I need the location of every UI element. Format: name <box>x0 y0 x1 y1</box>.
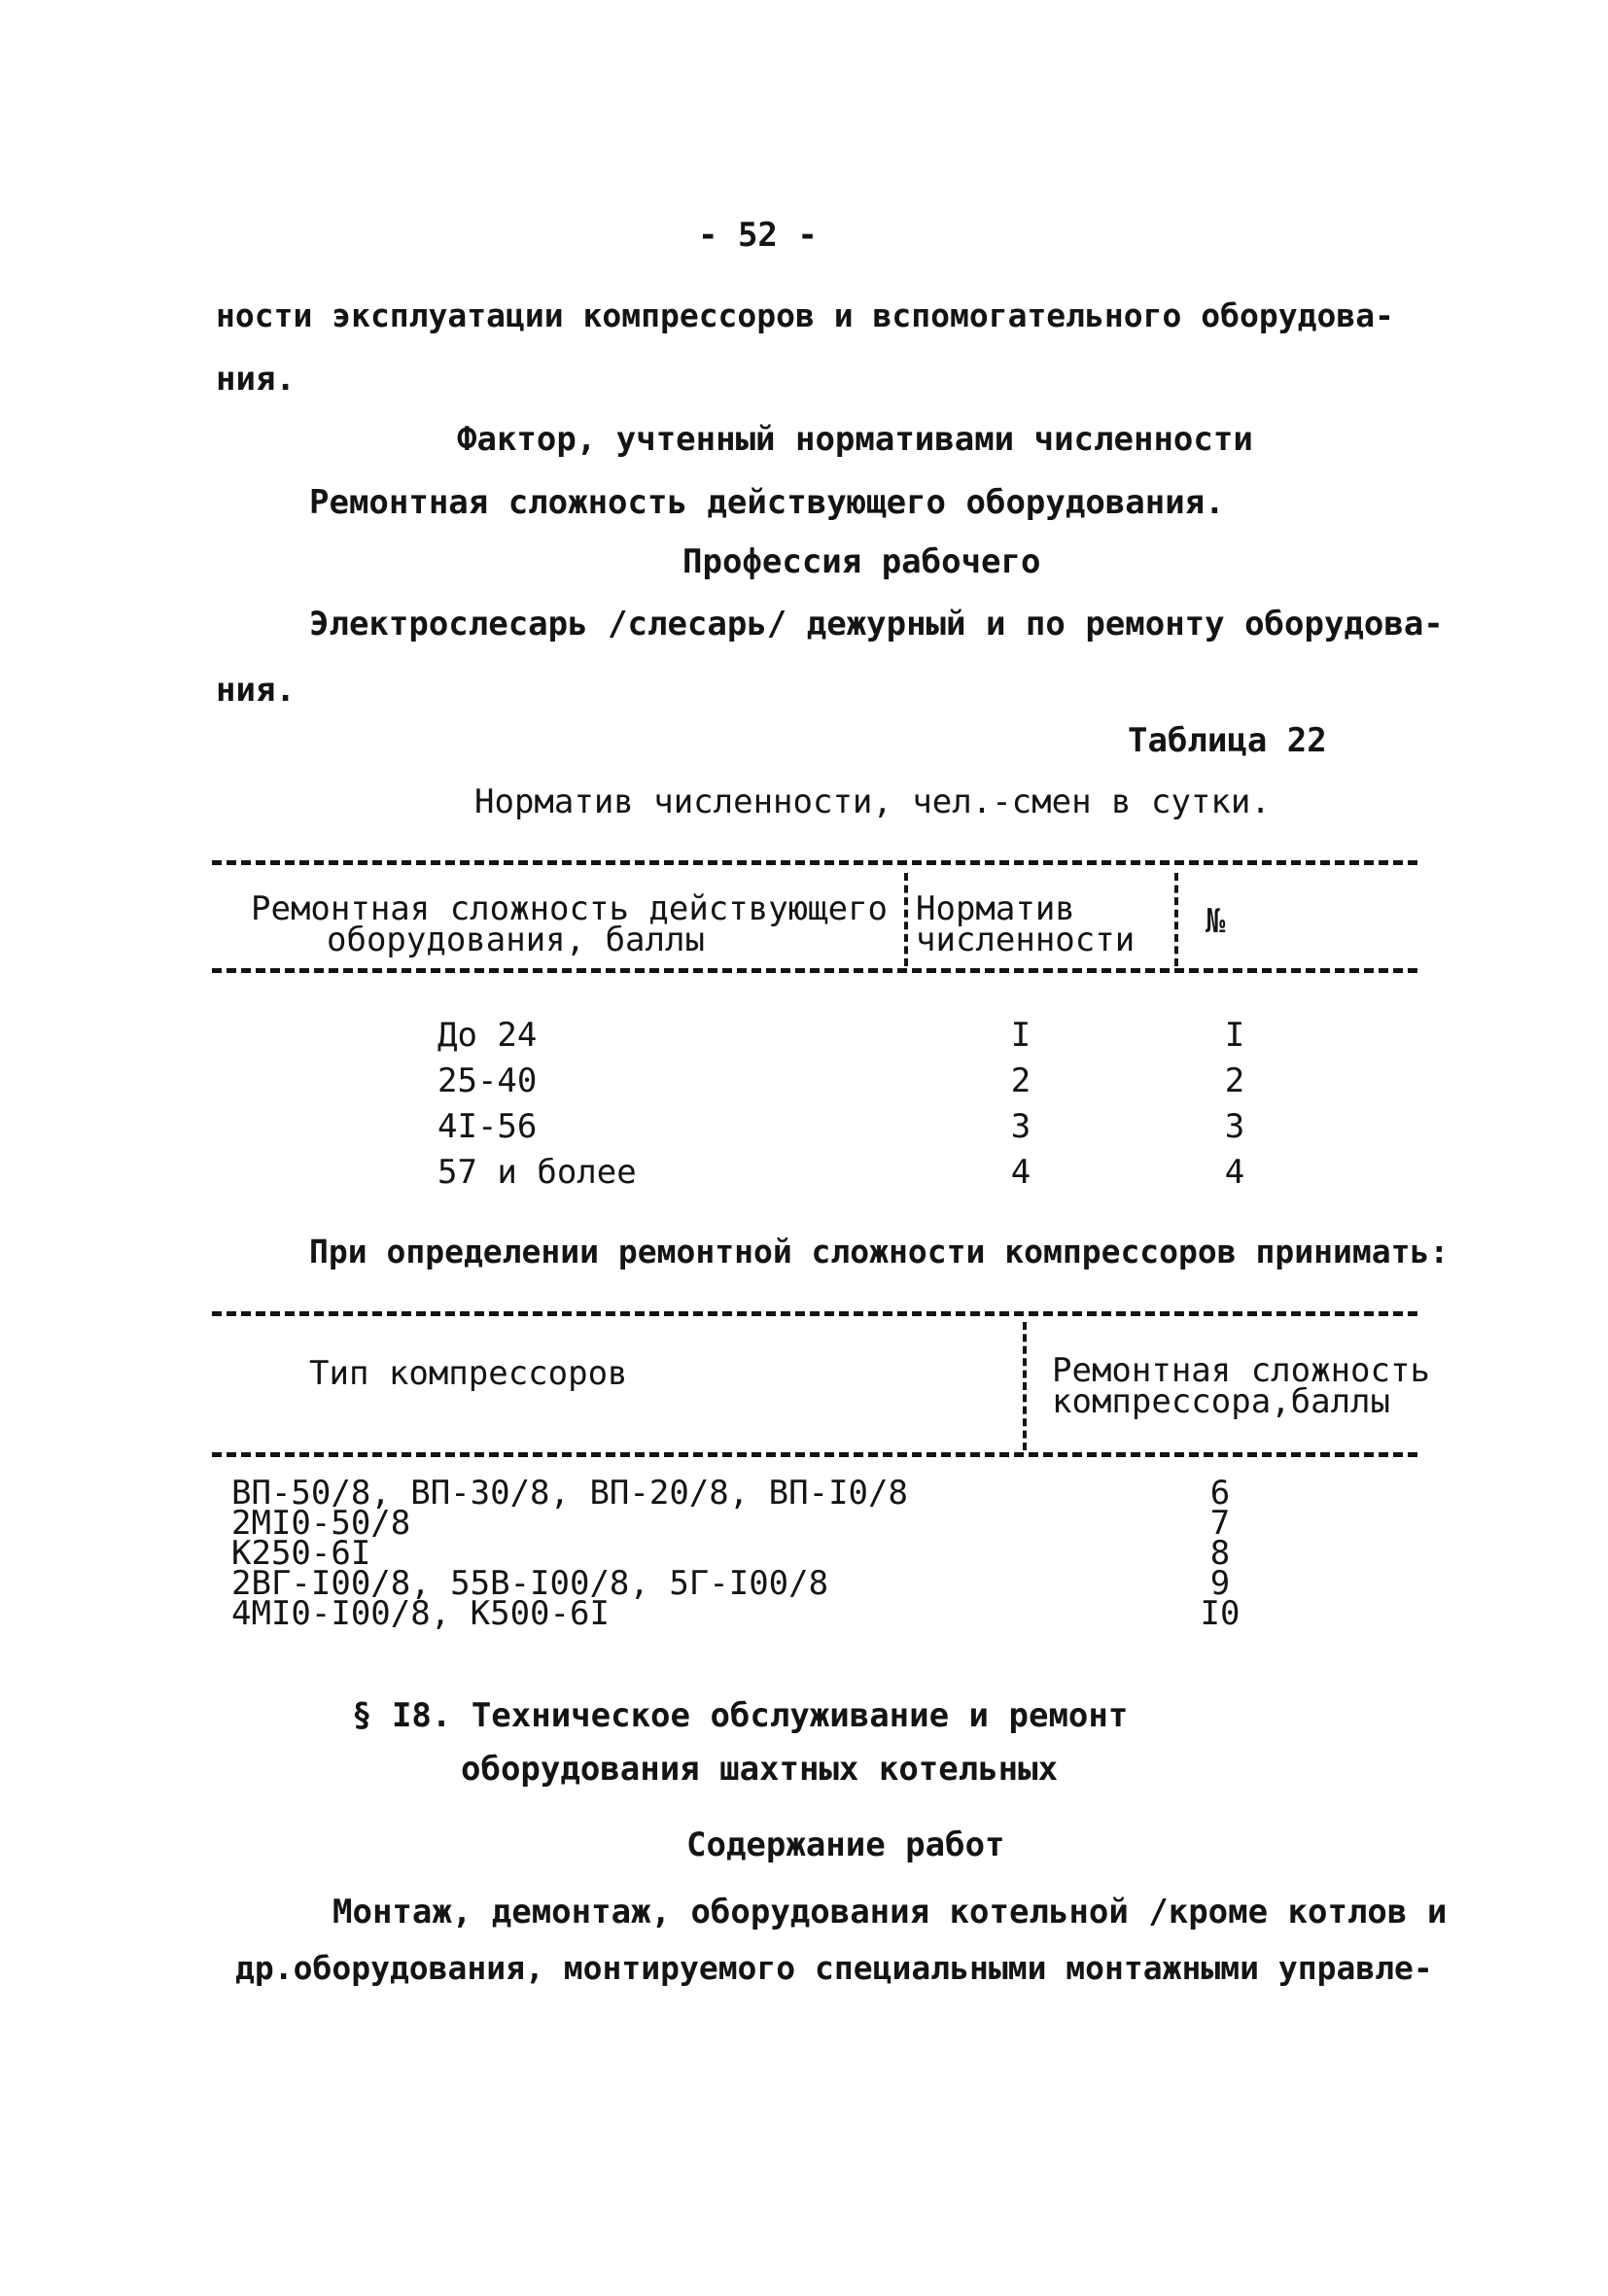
table-cell-score: 7 <box>1209 1504 1231 1543</box>
intro-line-1: ности эксплуатации компрессоров и вспомогательного оборудова- <box>216 296 1394 334</box>
table-cell-norm: 3 <box>1010 1107 1031 1146</box>
compressor-table-divider <box>1023 1322 1027 1450</box>
table-row: 4МI0-I00/8, К500-6I <box>231 1594 610 1633</box>
table-row: К250-6I <box>231 1534 371 1573</box>
compressor-table-header-col2-line2: компрессора,баллы <box>1052 1382 1390 1421</box>
profession-line-1: Электрослесарь /слесарь/ дежурный и по ремонту оборудова- <box>309 605 1444 644</box>
section-18-title-line-1: § I8. Техническое обслуживание и ремонт <box>352 1696 1129 1735</box>
table-22-divider-2 <box>1174 873 1178 966</box>
compressor-table-top-rule <box>212 1311 1417 1316</box>
table-cell-num: 2 <box>1224 1061 1245 1100</box>
table-22-label: Таблица 22 <box>1128 721 1327 760</box>
factor-heading: Фактор, учтенный нормативами численности <box>457 420 1253 459</box>
compressor-table-header-col2-line1: Ремонтная сложность <box>1052 1351 1430 1390</box>
table-22-header-col3: № <box>1206 902 1226 941</box>
table-22-header-col1-line1: Ремонтная сложность действующего <box>251 889 889 928</box>
table-22-header-col2-line2: численности <box>916 921 1136 959</box>
compressor-intro: При определении ремонтной сложности компрессоров принимать: <box>309 1233 1450 1270</box>
section-18-title-line-2: оборудования шахтных котельных <box>461 1750 1059 1789</box>
table-cell-num: 4 <box>1224 1153 1245 1192</box>
table-row: 2ВГ-I00/8, 55В-I00/8, 5Г-I00/8 <box>231 1564 829 1603</box>
table-22-header-rule <box>212 968 1417 973</box>
profession-line-2: ния. <box>216 671 296 710</box>
table-cell-score: 8 <box>1209 1534 1231 1573</box>
table-cell-score: 6 <box>1209 1474 1231 1513</box>
compressor-table-header-rule <box>212 1452 1417 1457</box>
page-number: - 52 - <box>698 216 818 255</box>
table-22-caption: Норматив численности, чел.-смен в сутки. <box>474 783 1271 821</box>
table-row: 2МI0-50/8 <box>231 1504 411 1543</box>
table-row: ВП-50/8, ВП-30/8, ВП-20/8, ВП-I0/8 <box>231 1474 908 1513</box>
section-18-text-line-2: др.оборудования, монтируемого специальными монтажными управле- <box>235 1949 1433 1987</box>
factor-value: Ремонтная сложность действующего оборудования. <box>309 483 1225 522</box>
table-22-header-col1-line2: оборудования, баллы <box>327 921 705 959</box>
table-row: 4I-56 <box>437 1107 538 1146</box>
table-row: 57 и более <box>437 1153 637 1192</box>
table-cell-num: 3 <box>1224 1107 1245 1146</box>
table-cell-score: I0 <box>1200 1594 1241 1633</box>
table-22-header-col2-line1: Норматив <box>916 889 1075 928</box>
table-row: 25-40 <box>437 1061 538 1100</box>
table-cell-norm: 4 <box>1010 1153 1031 1192</box>
intro-line-2: ния. <box>216 360 296 399</box>
table-22-top-rule <box>212 860 1417 865</box>
compressor-table-header-col1: Тип компрессоров <box>309 1354 628 1393</box>
table-cell-score: 9 <box>1209 1564 1231 1603</box>
section-18-text-line-1: Монтаж, демонтаж, оборудования котельной /кроме котлов и <box>332 1893 1448 1931</box>
table-cell-norm: 2 <box>1010 1061 1031 1100</box>
section-18-content-heading: Содержание работ <box>686 1826 1005 1864</box>
table-row: До 24 <box>437 1016 538 1055</box>
table-cell-norm: I <box>1010 1016 1031 1055</box>
profession-heading: Профессия рабочего <box>682 542 1041 581</box>
table-cell-num: I <box>1224 1016 1245 1055</box>
table-22-divider-1 <box>904 873 908 966</box>
